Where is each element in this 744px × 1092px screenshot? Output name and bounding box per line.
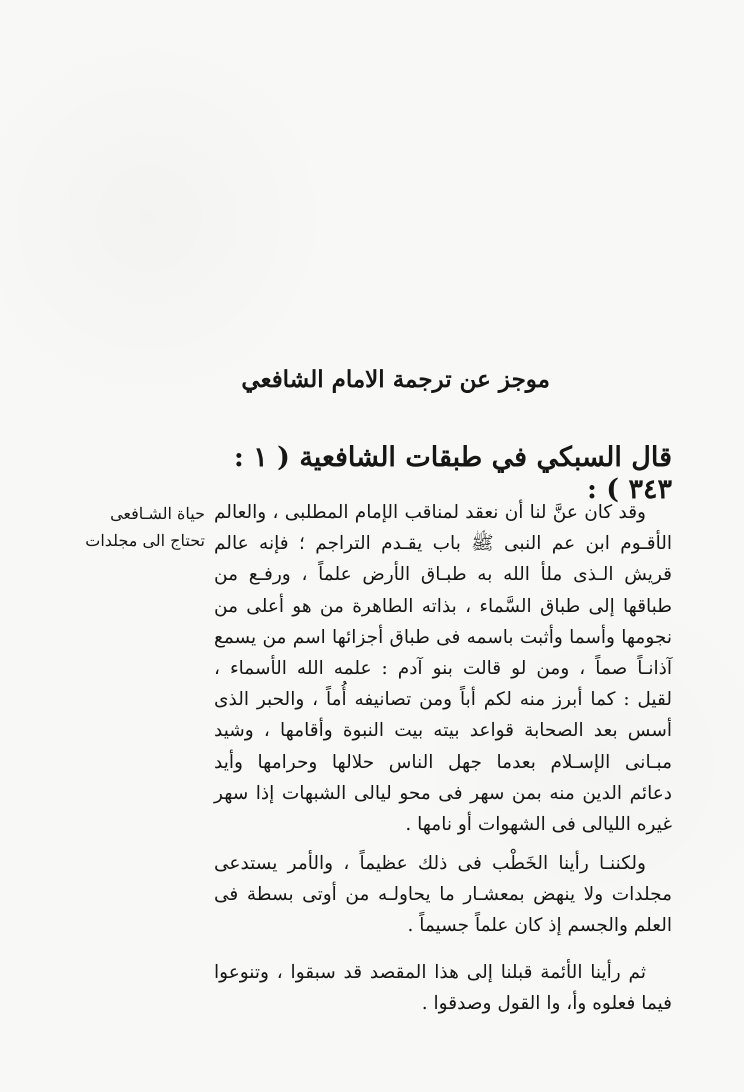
paragraph-1-line-5: نجومها وأسما وأثبت باسمه فى طباق أجزائها اسم من يسمع xyxy=(214,626,672,648)
paragraph-1-line-8: أسس بعد الصحابة قواعد بيته بيت النبوة وأقامها ، وشيد xyxy=(214,720,672,742)
paragraph-2 xyxy=(214,848,672,942)
paragraph-2-line-2: مجلدات ولا ينهض بمعشـار ما يحاولـه من أوتى بسطة فى xyxy=(214,884,672,906)
paragraph-1-line-10: دعائم الدين منه بمن سهر فى محو ليالى الشبهات إذا سهر xyxy=(214,782,672,804)
margin-note xyxy=(85,500,205,554)
paragraph-3 xyxy=(214,957,672,1019)
paragraph-1-line-1: وقد كان عنَّ لنا أن نعقد لمناقب الإمام المطلبى ، والعالم xyxy=(214,502,646,523)
paragraph-3-line-1: ثم رأينا الأئمة قبلنا إلى هذا المقصد قد سبقوا ، وتنوعوا xyxy=(214,962,646,983)
paragraph-2-line-1: ولكننـا رأينا الخَطْب فى ذلك عظيماً ، والأمر يستدعى xyxy=(214,853,646,874)
section-heading: قال السبكي في طبقات الشافعية ( ١ : ٣٤٣ ) : xyxy=(233,442,672,506)
paragraph-1-line-4: طباقها إلى طباق السَّماء ، بذاته الطاهرة من هو أعلى من xyxy=(214,595,672,617)
paragraph-1-line-9: مبـانى الإسـلام بعدما جهل الناس حلالها وحرامها وأيد xyxy=(214,751,672,773)
margin-note-line-1: حياة الشـافعى xyxy=(110,504,205,523)
page-title: موجز عن ترجمة الامام الشافعي xyxy=(241,366,550,393)
paragraph-1-line-3: قريش الـذى ملأ الله به طبـاق الأرض علماً ، ورفـع من xyxy=(214,564,672,586)
paragraph-1-line-2: الأقـوم ابن عم النبى ﷺ باب يقـدم التراجم ؛ فإنه عالم xyxy=(214,533,672,555)
margin-note-line-2: تحتاج الى مجلدات xyxy=(85,531,205,550)
paragraph-1 xyxy=(214,497,672,840)
paragraph-3-line-2: فيما فعلوه وأ، وا القول وصدقوا . xyxy=(421,993,672,1015)
paragraph-1-line-7: لقيل : كما أبرز منه لكم أباً ومن تصانيفه أُماً ، والحبر الذى xyxy=(214,689,672,711)
paragraph-1-line-6: آذانـاً صماً ، ومن لو قالت بنو آدم : علمه الله الأسماء ، xyxy=(214,658,672,680)
paragraph-2-line-3: العلم والجسم إذ كان علماً جسيماً . xyxy=(407,915,672,937)
paragraph-1-line-11: غيره الليالى فى الشهوات أو نامها . xyxy=(405,814,672,836)
